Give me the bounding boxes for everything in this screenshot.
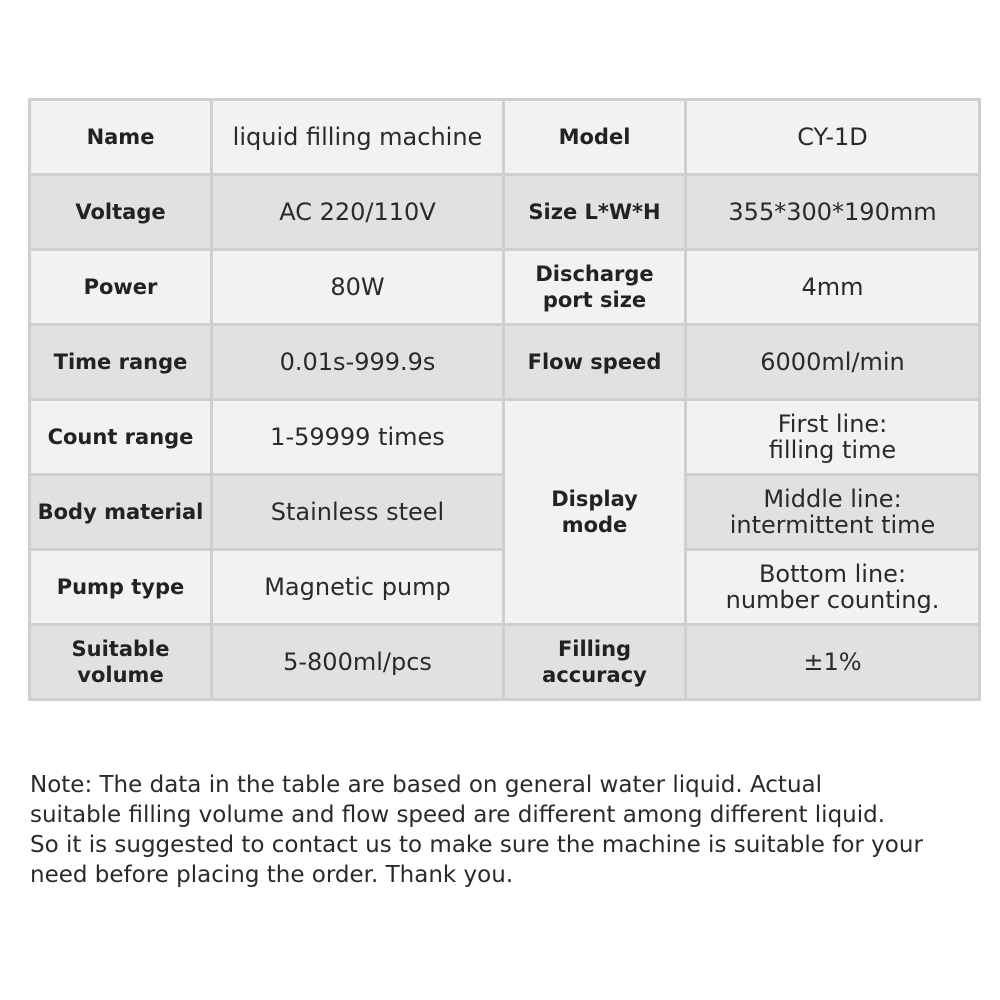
label-discharge-port-size [504, 250, 686, 325]
value-name: liquid filling machine [212, 100, 504, 175]
label-time-range: Time range [30, 325, 212, 400]
label-filling-line2: accuracy [542, 663, 647, 687]
label-name: Name [30, 100, 212, 175]
label-power: Power [30, 250, 212, 325]
display-bottom-line-title: Bottom line: [758, 560, 907, 588]
value-pump-type: Magnetic pump [212, 550, 504, 625]
label-display-line2: mode [561, 513, 628, 537]
value-time-range: 0.01s-999.9s [212, 325, 504, 400]
value-model: CY-1D [686, 100, 980, 175]
table-row [30, 625, 980, 700]
note-line: suitable filling volume and flow speed are different among different liquid. [30, 802, 886, 828]
note-paragraph [30, 770, 990, 890]
label-discharge-line2: port size [542, 288, 647, 312]
label-flow-speed: Flow speed [504, 325, 686, 400]
label-count-range: Count range [30, 400, 212, 475]
label-suitable-line1: Suitable [71, 637, 170, 661]
value-suitable-volume: 5-800ml/pcs [212, 625, 504, 700]
value-power: 80W [212, 250, 504, 325]
label-display-line1: Display [551, 487, 638, 511]
display-first-line-title: First line: [777, 410, 888, 438]
label-suitable-volume [30, 625, 212, 700]
display-middle-line-title: Middle line: [763, 485, 902, 513]
label-display-mode [504, 400, 686, 625]
display-middle-line-desc: intermittent time [729, 511, 936, 539]
spec-table [28, 98, 981, 701]
label-pump-type: Pump type [30, 550, 212, 625]
value-flow-speed: 6000ml/min [686, 325, 980, 400]
table-row [30, 325, 980, 400]
label-model: Model [504, 100, 686, 175]
value-voltage: AC 220/110V [212, 175, 504, 250]
table-row [30, 175, 980, 250]
table-row [30, 250, 980, 325]
value-discharge-port-size: 4mm [686, 250, 980, 325]
value-display-first-line [686, 400, 980, 475]
value-filling-accuracy: ±1% [686, 625, 980, 700]
display-bottom-line-desc: number counting. [725, 586, 940, 614]
label-suitable-line2: volume [77, 663, 164, 687]
value-count-range: 1-59999 times [212, 400, 504, 475]
value-display-middle-line [686, 475, 980, 550]
label-discharge-line1: Discharge [535, 262, 654, 286]
display-first-line-desc: filling time [768, 436, 897, 464]
label-body-material: Body material [30, 475, 212, 550]
table-row [30, 400, 980, 475]
table-row [30, 100, 980, 175]
value-size: 355*300*190mm [686, 175, 980, 250]
label-filling-line1: Filling [557, 637, 632, 661]
label-voltage: Voltage [30, 175, 212, 250]
value-body-material: Stainless steel [212, 475, 504, 550]
label-filling-accuracy [504, 625, 686, 700]
note-line: Note: The data in the table are based on general water liquid. Actual [30, 772, 823, 798]
label-size: Size L*W*H [504, 175, 686, 250]
note-line: So it is suggested to contact us to make sure the machine is suitable for your [30, 832, 923, 858]
note-line: need before placing the order. Thank you. [30, 862, 514, 888]
value-display-bottom-line [686, 550, 980, 625]
